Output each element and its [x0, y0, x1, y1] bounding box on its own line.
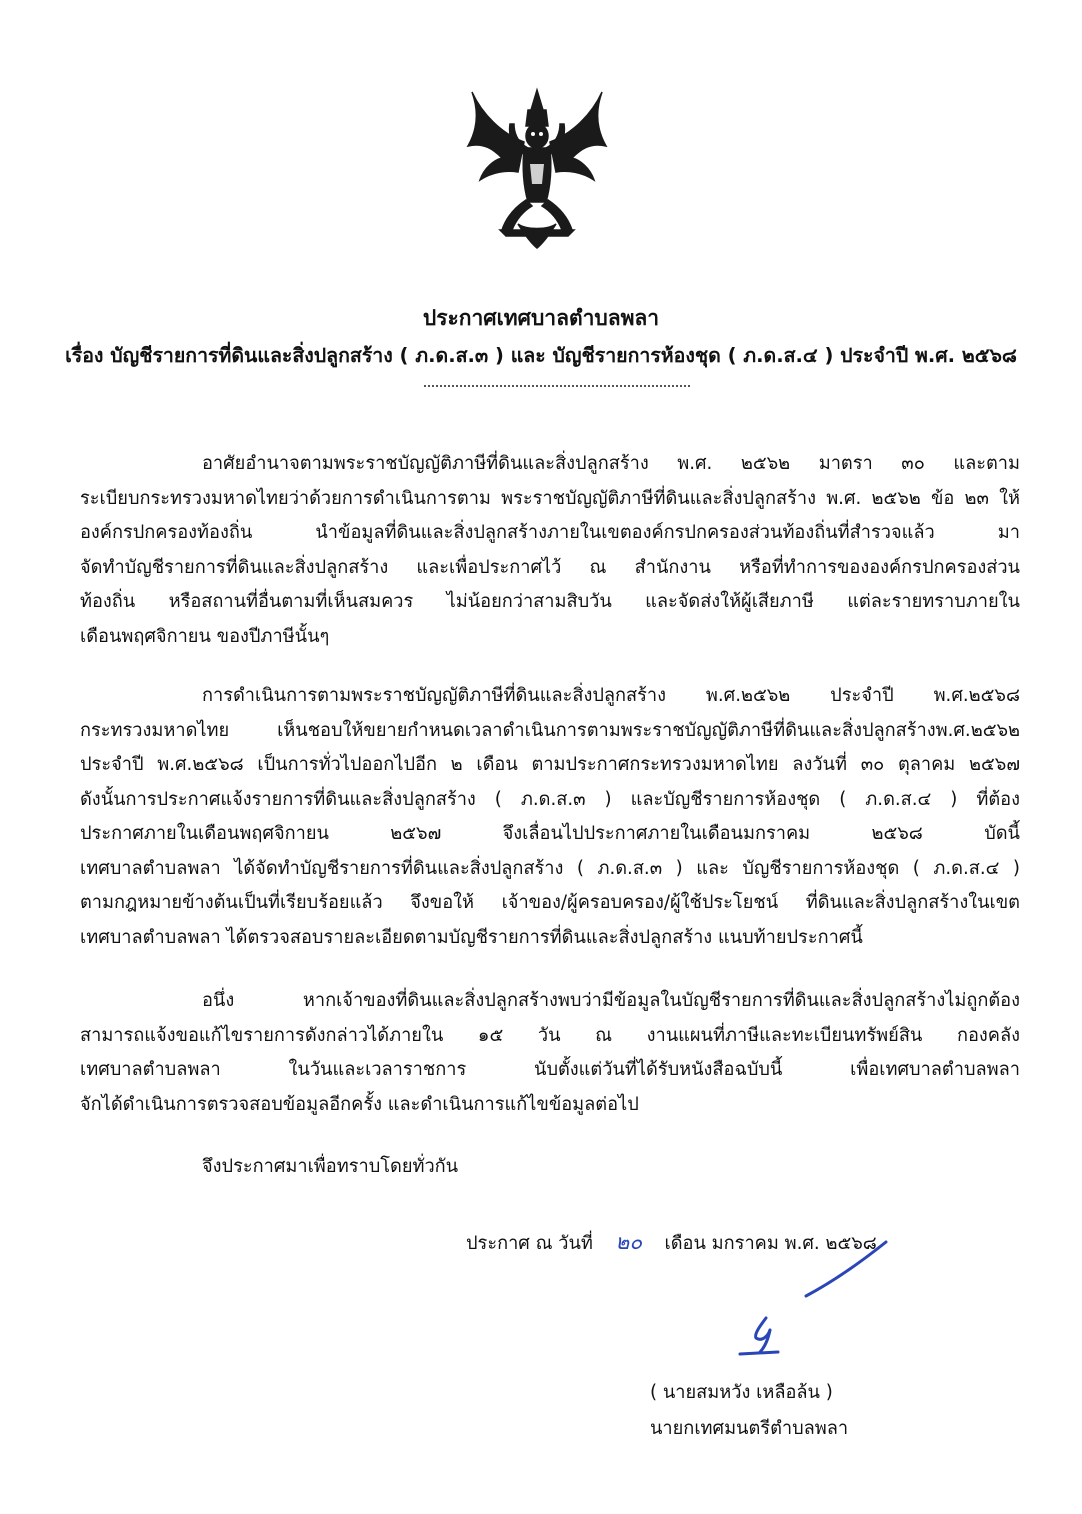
- date-day-handwritten: ๒๐: [615, 1230, 643, 1254]
- paragraph-line: เทศบาลตำบลพลา ในวันและเวลาราชการ นับตั้งแต่วันที่ได้รับหนังสือฉบับนี้ เพื่อเทศบาลตำบลพลา: [80, 1059, 1020, 1080]
- garuda-emblem-icon: [462, 84, 612, 250]
- paragraph-authority: [80, 447, 1020, 654]
- paragraph-line: ท้องถิ่น หรือสถานที่อื่นตามที่เห็นสมควร ไม่น้อยกว่าสามสิบวัน และจัดส่งให้ผู้เสียภาษี แต่ละรายทราบภายใน: [80, 591, 1020, 612]
- announcement-title: ประกาศเทศบาลตำบลพลา: [422, 306, 660, 330]
- paragraph-line: เทศบาลตำบลพลา ได้จัดทำบัญชีรายการที่ดินและสิ่งปลูกสร้าง ( ภ.ด.ส.๓ ) และ บัญชีรายการห้องชุด ( ภ.ด.ส.๔ ): [80, 857, 1020, 879]
- paragraph-correction: [80, 984, 1020, 1122]
- paragraph-line: จัดทำบัญชีรายการที่ดินและสิ่งปลูกสร้าง และเพื่อประกาศไว้ ณ สำนักงาน หรือที่ทำการขององค์กรปกครองส่วน: [80, 556, 1020, 578]
- paragraph-line: อนึ่ง หากเจ้าของที่ดินและสิ่งปลูกสร้างพบว่ามีข้อมูลในบัญชีรายการที่ดินและสิ่งปลูกสร้างไม่ถูกต้อง: [202, 990, 1020, 1011]
- paragraph-line: สามารถแจ้งขอแก้ไขรายการดังกล่าวได้ภายใน ๑๕ วัน ณ งานแผนที่ภาษีและทะเบียนทรัพย์สิน กองคลัง: [80, 1024, 1020, 1046]
- date-month-year: เดือน มกราคม พ.ศ. ๒๕๖๘: [664, 1233, 877, 1254]
- handwritten-signature: [726, 1236, 926, 1366]
- paragraph-line: เทศบาลตำบลพลา ได้ตรวจสอบรายละเอียดตามบัญชีรายการที่ดินและสิ่งปลูกสร้าง แนบท้ายประกาศนี้: [80, 926, 863, 948]
- paragraph-line: ประกาศภายในเดือนพฤศจิกายน ๒๕๖๗ จึงเลื่อนไปประกาศภายในเดือนมกราคม ๒๕๖๘ บัดนี้: [80, 823, 1020, 844]
- paragraph-line: ระเบียบกระทรวงมหาดไทยว่าด้วยการดำเนินการตาม พระราชบัญญัติภาษีที่ดินและสิ่งปลูกสร้าง พ.ศ. ๒๕๖๒ ข้อ ๒๓ ให้: [80, 487, 1020, 509]
- paragraph-line: จักได้ดำเนินการตรวจสอบข้อมูลอีกครั้ง และดำเนินการแก้ไขข้อมูลต่อไป: [80, 1093, 639, 1115]
- paragraph-extension: [80, 679, 1020, 955]
- paragraph-line: การดำเนินการตามพระราชบัญญัติภาษีที่ดินและสิ่งปลูกสร้าง พ.ศ.๒๕๖๒ ประจำปี พ.ศ.๒๕๖๘: [202, 685, 1020, 706]
- signer-title: นายกเทศมนตรีตำบลพลา: [650, 1418, 849, 1439]
- closing-statement: จึงประกาศมาเพื่อทราบโดยทั่วกัน: [202, 1156, 459, 1177]
- paragraph-line: ดังนั้นการประกาศแจ้งรายการที่ดินและสิ่งปลูกสร้าง ( ภ.ด.ส.๓ ) และบัญชีรายการห้องชุด ( ภ.ด.ส.๔ ) ที่ต้อง: [80, 788, 1020, 810]
- paragraph-line: องค์กรปกครองท้องถิ่น นำข้อมูลที่ดินและสิ่งปลูกสร้างภายในเขตองค์กรปกครองส่วนท้องถิ่นที่สำรวจแล้ว มา: [80, 522, 1020, 543]
- paragraph-line: อาศัยอำนาจตามพระราชบัญญัติภาษีที่ดินและสิ่งปลูกสร้าง พ.ศ. ๒๕๖๒ มาตรา ๓๐ และตาม: [202, 453, 1020, 474]
- paragraph-line: ประจำปี พ.ศ.๒๕๖๘ เป็นการทั่วไปออกไปอีก ๒ เดือน ตามประกาศกระทรวงมหาดไทย ลงวันที่ ๓๐ ตุลาคม ๒๕๖๗: [80, 754, 1020, 775]
- signer-name: ( นายสมหวัง เหลือล้น ): [650, 1382, 833, 1403]
- paragraph-line: เดือนพฤศจิกายน ของปีภาษีนั้นๆ: [80, 625, 330, 647]
- paragraph-line: กระทรวงมหาดไทย เห็นชอบให้ขยายกำหนดเวลาดำเนินการตามพระราชบัญญัติภาษีที่ดินและสิ่งปลูกสร้างพ.ศ.๒๕๖๒: [80, 719, 1020, 741]
- paragraph-line: ตามกฎหมายข้างต้นเป็นที่เรียบร้อยแล้ว จึงขอให้ เจ้าของ/ผู้ครอบครอง/ผู้ใช้ประโยชน์ ที่ดินและสิ่งปลูกสร้างในเขต: [80, 892, 1020, 913]
- announcement-subject: เรื่อง บัญชีรายการที่ดินและสิ่งปลูกสร้าง ( ภ.ด.ส.๓ ) และ บัญชีรายการห้องชุด ( ภ.ด.ส.๔ ) ประจำปี พ.ศ. ๒๕๖๘: [65, 344, 1017, 367]
- date-prefix: ประกาศ ณ วันที่: [466, 1233, 593, 1254]
- dotted-divider: [424, 385, 690, 387]
